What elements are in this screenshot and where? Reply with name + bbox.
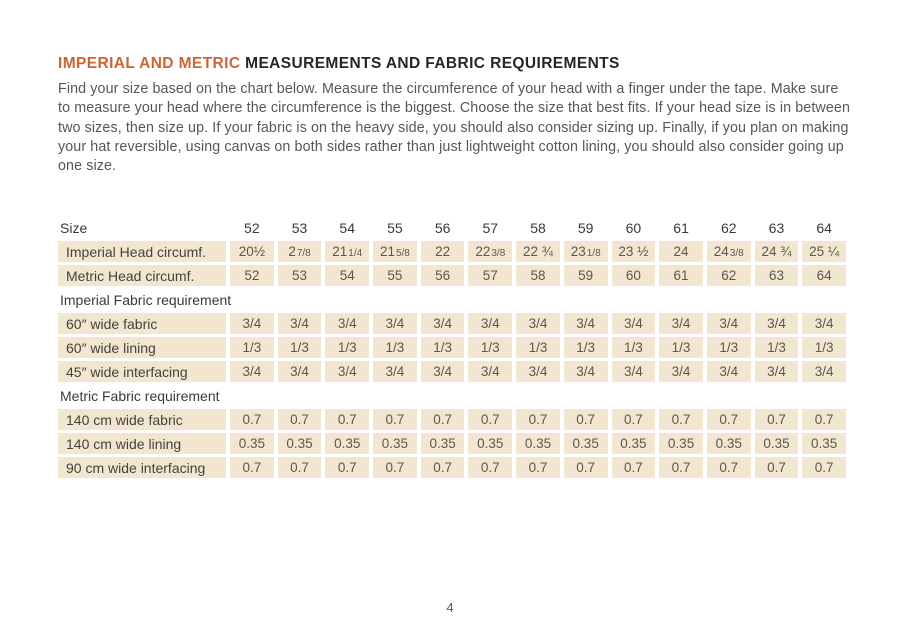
table-cell: 1/3	[707, 337, 751, 358]
page-title-highlight: IMPERIAL AND METRIC	[58, 55, 241, 72]
row-label: Imperial Head circumf.	[58, 241, 226, 262]
table-cell: 24 3/8	[707, 241, 751, 262]
size-header-cell: 53	[291, 219, 308, 236]
table-cell: 3/4	[421, 313, 465, 334]
table-cell: 63	[755, 265, 799, 286]
table-cell: 0.7	[468, 457, 512, 478]
table-cell: 3/4	[278, 313, 322, 334]
table-cell: 3/4	[230, 361, 274, 382]
table-cell: 23 1/8	[564, 241, 608, 262]
table-cell: 0.35	[421, 433, 465, 454]
table-cell: 58	[516, 265, 560, 286]
table-cell: 0.35	[802, 433, 846, 454]
row-label: 60″ wide lining	[58, 337, 226, 358]
table-cell: 3/4	[373, 361, 417, 382]
table-cell: 0.7	[325, 457, 369, 478]
table-cell: 0.35	[612, 433, 656, 454]
table-cell: 1/3	[564, 337, 608, 358]
table-cell: 0.7	[564, 409, 608, 430]
table-cell: 1/3	[325, 337, 369, 358]
table-cell: 0.35	[659, 433, 703, 454]
table-cell: 3/4	[755, 361, 799, 382]
table-cell: 56	[421, 265, 465, 286]
table-cell: 0.7	[516, 409, 560, 430]
fraction-text: 3/8	[491, 247, 506, 259]
table-cell: 3/4	[564, 313, 608, 334]
fraction-text: 1/8	[586, 247, 601, 259]
table-cell: 1/3	[230, 337, 274, 358]
header-block	[58, 55, 850, 176]
page-title-rest: MEASUREMENTS AND FABRIC REQUIREMENTS	[240, 55, 620, 72]
row-label: 60″ wide fabric	[58, 313, 226, 334]
intro-paragraph: Find your size based on the chart below. Measure the circumference of your head with a finger under the tape. Make sure to measure your head where the circumference is the biggest. Choose the size that best fits. If your head size is in between two sizes, then size up. If your fabric is on the heavy side, you should also consider sizing up. Finally, if you plan on making your hat reversible, using canvas on both sides rather than just lightweight cotton lining, you should also consider going up one size.	[58, 81, 850, 175]
table-cell: 0.35	[278, 433, 322, 454]
table-cell: 3/4	[659, 361, 703, 382]
size-header-cell: 58	[530, 219, 546, 236]
table-cell: 0.7	[612, 457, 656, 478]
size-header-label: Size	[60, 219, 88, 236]
table-cell: 2 7/8	[278, 241, 322, 262]
table-cell: 60	[612, 265, 656, 286]
table-cell: 3/4	[373, 313, 417, 334]
table-cell: 3/4	[707, 313, 751, 334]
size-header-cell: 61	[673, 219, 689, 236]
table-cell: 0.7	[325, 409, 369, 430]
section-row-label: Imperial Fabric requirement	[60, 291, 232, 308]
row-label: 140 cm wide lining	[58, 433, 226, 454]
table-cell: 3/4	[230, 313, 274, 334]
table-cell: 0.35	[755, 433, 799, 454]
table-cell: 24	[659, 241, 703, 262]
size-header-cell: 60	[625, 219, 642, 236]
table-cell: 3/4	[516, 313, 560, 334]
table-cell: 3/4	[564, 361, 608, 382]
table-cell: 0.7	[516, 457, 560, 478]
table-cell: 0.7	[468, 409, 512, 430]
row-label: Metric Head circumf.	[58, 265, 226, 286]
row-label: 140 cm wide fabric	[58, 409, 226, 430]
table-cell: 3/4	[325, 313, 369, 334]
table-cell: 3/4	[468, 361, 512, 382]
table-cell: 3/4	[707, 361, 751, 382]
table-cell: 21 5/8	[373, 241, 417, 262]
size-table	[58, 217, 846, 478]
table-cell: 0.7	[421, 457, 465, 478]
table-cell: 0.7	[421, 409, 465, 430]
table-cell: 55	[373, 265, 417, 286]
table-cell: 0.35	[707, 433, 751, 454]
size-header-cell: 52	[244, 219, 260, 236]
table-cell: 0.35	[325, 433, 369, 454]
table-cell: 3/4	[612, 313, 656, 334]
table-cell: 22 ¾	[516, 241, 560, 262]
table-cell: 52	[230, 265, 274, 286]
table-cell: 0.7	[707, 457, 751, 478]
size-header-cell: 62	[720, 219, 737, 236]
table-cell: 3/4	[612, 361, 656, 382]
table-cell: 0.7	[230, 409, 274, 430]
row-label: 45″ wide interfacing	[58, 361, 226, 382]
table-cell: 0.7	[659, 409, 703, 430]
table-cell: 3/4	[659, 313, 703, 334]
table-cell: 1/3	[421, 337, 465, 358]
table-cell: 61	[659, 265, 703, 286]
table-cell: 0.7	[278, 409, 322, 430]
page-title	[58, 55, 850, 73]
table-cell: 0.7	[707, 409, 751, 430]
table-cell: 0.7	[659, 457, 703, 478]
table-cell: 0.35	[564, 433, 608, 454]
table-cell: 23 ½	[612, 241, 656, 262]
table-cell: 3/4	[802, 313, 846, 334]
table-cell: 3/4	[278, 361, 322, 382]
table-cell: 0.7	[564, 457, 608, 478]
size-header-cell: 56	[434, 219, 451, 236]
size-header-cell: 54	[339, 219, 355, 236]
table-cell: 0.7	[802, 457, 846, 478]
table-cell: 57	[468, 265, 512, 286]
table-cell: 1/3	[468, 337, 512, 358]
table-cell: 3/4	[755, 313, 799, 334]
table-cell: 0.35	[373, 433, 417, 454]
table-cell: 25 ¼	[802, 241, 846, 262]
table-cell: 0.7	[278, 457, 322, 478]
table-cell: 59	[564, 265, 608, 286]
table-cell: 1/3	[659, 337, 703, 358]
table-cell: 21 1/4	[325, 241, 369, 262]
section-row-label: Metric Fabric requirement	[60, 387, 220, 404]
fraction-text: 1/4	[348, 247, 363, 259]
size-header-cell: 63	[768, 219, 785, 236]
table-cell: 1/3	[373, 337, 417, 358]
table-cell: 54	[325, 265, 369, 286]
table-cell: 0.7	[802, 409, 846, 430]
size-header-cell: 55	[387, 219, 403, 236]
table-cell: 3/4	[325, 361, 369, 382]
table-cell: 3/4	[802, 361, 846, 382]
table-cell: 64	[802, 265, 846, 286]
table-cell: 1/3	[516, 337, 560, 358]
table-cell: 0.35	[516, 433, 560, 454]
fraction-text: 5/8	[395, 247, 410, 259]
table-cell: 22	[421, 241, 465, 262]
table-cell: 3/4	[468, 313, 512, 334]
page-number: 4	[446, 600, 454, 615]
table-cell: 1/3	[755, 337, 799, 358]
table-cell: 53	[278, 265, 322, 286]
fraction-text: 7/8	[296, 247, 311, 259]
table-cell: 0.7	[755, 457, 799, 478]
table-cell: 1/3	[612, 337, 656, 358]
table-cell: 3/4	[421, 361, 465, 382]
table-cell: 3/4	[516, 361, 560, 382]
table-cell: 20½	[230, 241, 274, 262]
table-cell: 1/3	[802, 337, 846, 358]
table-cell: 1/3	[278, 337, 322, 358]
row-label: 90 cm wide interfacing	[58, 457, 226, 478]
size-header-cell: 59	[577, 219, 594, 236]
table-cell: 22 3/8	[468, 241, 512, 262]
table-cell: 0.35	[468, 433, 512, 454]
table-cell: 0.7	[230, 457, 274, 478]
table-cell: 0.7	[755, 409, 799, 430]
fraction-text: 3/8	[729, 247, 744, 259]
size-header-cell: 64	[816, 219, 832, 236]
table-cell: 0.7	[373, 409, 417, 430]
table-cell: 62	[707, 265, 751, 286]
size-header-cell: 57	[482, 219, 499, 236]
table-cell: 0.7	[373, 457, 417, 478]
table-cell: 0.35	[230, 433, 274, 454]
table-cell: 0.7	[612, 409, 656, 430]
table-cell: 24 ¾	[755, 241, 799, 262]
